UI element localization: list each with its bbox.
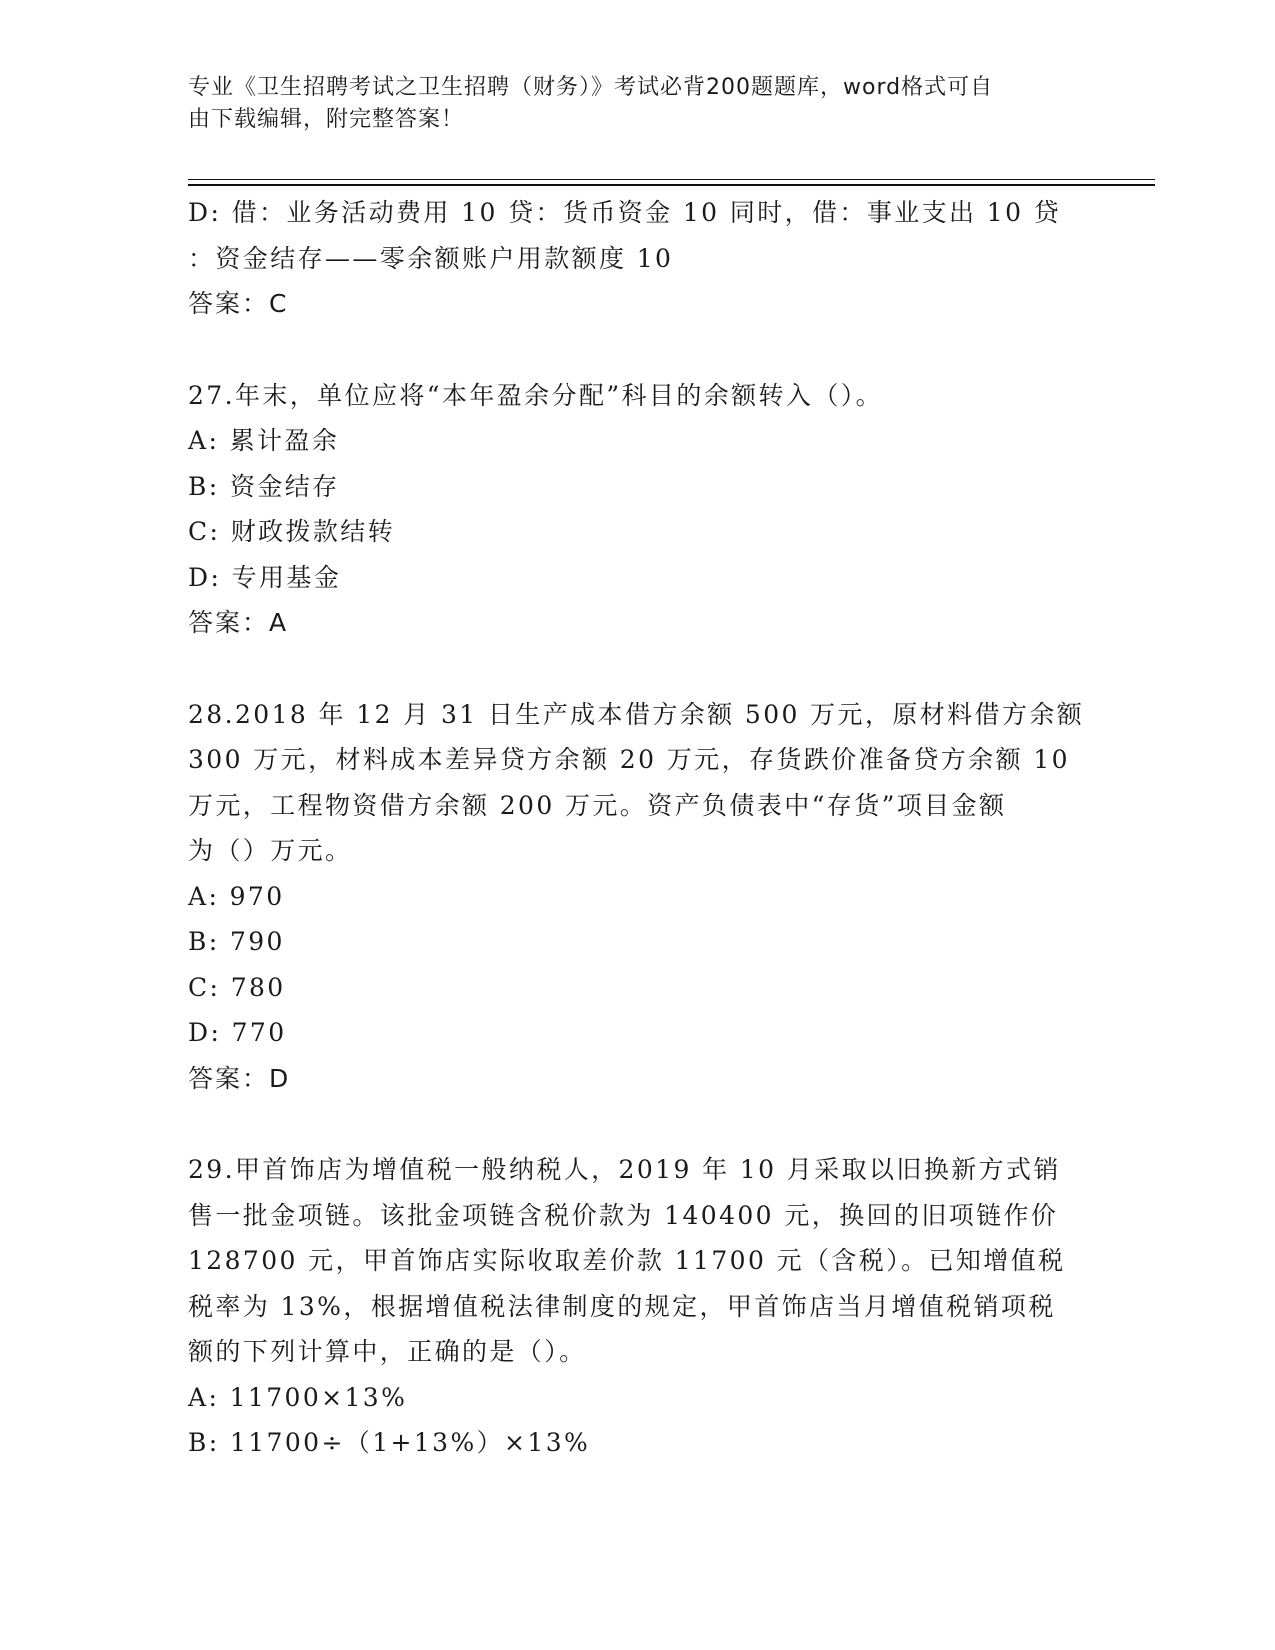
answer-label: 答案：D [188,1063,291,1093]
header-title-line-2: 由下载编辑，附完整答案！ [188,107,465,132]
option-a: A: 970 [188,881,285,911]
question-stem-line-5: 额的下列计算中，正确的是（）。 [188,1337,587,1366]
question-stem-line-1: 28.2018 年 12 月 31 日生产成本借方余额 500 万元，原材料借方余额 [188,699,1085,729]
question-stem-line-4: 税率为 13%，根据增值税法律制度的规定，甲首饰店当月增值税销项税 [188,1291,1056,1321]
document-header [188,72,1068,136]
question-stem-line-3: 万元，工程物资借方余额 200 万元。资产负债表中“存货”项目金额 [188,790,1007,820]
answer-label: 答案：C [188,289,289,318]
question-28 [188,692,1088,1102]
option-c: C: 780 [188,972,286,1002]
question-stem: 27.年末，单位应将“本年盈余分配”科目的余额转入（）。 [188,380,884,410]
option-d: D: 770 [188,1018,287,1047]
document-body [188,190,1088,1466]
option-d-line-2: ：资金结存——零余额账户用款额度 10 [188,243,674,273]
option-b: B: 11700÷（1+13%）×13% [188,1428,591,1457]
spacer [188,1101,1088,1147]
header-divider-bottom [188,184,1155,186]
question-29 [188,1147,1088,1466]
spacer [188,646,1088,692]
spacer [188,327,1088,373]
option-c: C: 财政拨款结转 [188,517,396,546]
option-d: D: 专用基金 [188,562,342,592]
option-b: B: 790 [188,927,285,956]
question-stem-line-2: 300 万元，材料成本差异贷方余额 20 万元，存货跌价准备贷方余额 10 [188,745,1070,774]
question-stem-line-1: 29.甲首饰店为增值税一般纳税人，2019 年 10 月采取以旧换新方式销 [188,1155,1061,1184]
question-stem-line-4: 为（）万元。 [188,836,353,865]
option-b: B: 资金结存 [188,471,340,501]
question-26-tail [188,190,1088,327]
question-stem-line-2: 售一批金项链。该批金项链含税价款为 140400 元，换回的旧项链作价 [188,1200,1059,1230]
option-d-line-1: D: 借：业务活动费用 10 贷：货币资金 10 同时，借：事业支出 10 贷 [188,198,1062,227]
header-divider-top [188,179,1155,180]
answer-label: 答案：A [188,608,289,637]
question-stem-line-3: 128700 元，甲首饰店实际收取差价款 11700 元（含税）。已知增值税 [188,1246,1066,1275]
option-a: A: 11700×13% [188,1382,408,1412]
header-title-line-1: 专业《卫生招聘考试之卫生招聘（财务）》考试必背200题题库，word格式可自 [188,75,994,100]
option-a: A: 累计盈余 [188,426,340,455]
question-27 [188,373,1088,646]
